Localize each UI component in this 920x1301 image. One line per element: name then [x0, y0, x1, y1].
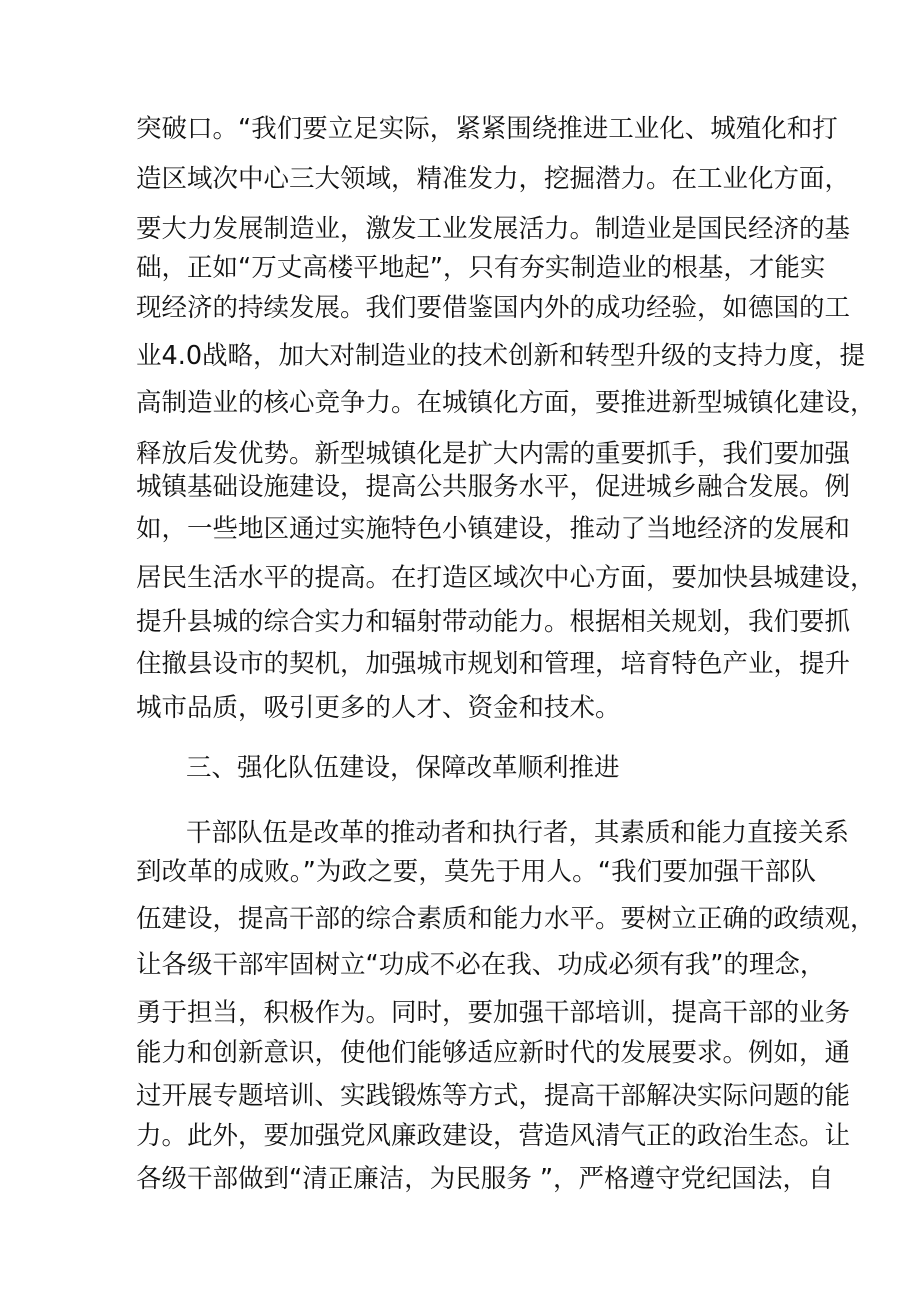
- paragraph-line: 如，一些地区通过实施特色小镇建设，推动了当地经济的发展和: [136, 514, 851, 544]
- paragraph-line: 力。此外，要加强党风廉政建设，营造风清气正的政治生态。让: [136, 1121, 851, 1151]
- paragraph-line: 提升县城的综合实力和辐射带动能力。根据相关规划，我们要抓: [136, 607, 851, 637]
- paragraph-line: 业4.0战略，加大对制造业的技术创新和转型升级的支持力度，提: [136, 341, 866, 371]
- paragraph-line: 勇于担当，积极作为。同时，要加强干部培训，提高干部的业务: [136, 998, 851, 1028]
- paragraph-line: 到改革的成败。”为政之要，莫先于用人。“我们要加强干部队: [136, 857, 816, 887]
- paragraph-line: 能力和创新意识，使他们能够适应新时代的发展要求。例如，通: [136, 1038, 851, 1068]
- paragraph-line: 居民生活水平的提高。在打造区域次中心方面，要加快县城建设，: [136, 563, 876, 593]
- paragraph-line: 过开展专题培训、实践锻炼等方式，提高干部解决实际问题的能: [136, 1081, 851, 1111]
- paragraph-line: 各级干部做到“清正廉洁，为民服务 ”，严格遵守党纪国法，自: [136, 1164, 834, 1194]
- paragraph-line: 城市品质，吸引更多的人才、资金和技术。: [136, 693, 621, 723]
- paragraph-line: 干部队伍是改革的推动者和执行者，其素质和能力直接关系: [186, 818, 850, 848]
- paragraph-line: 让各级干部牢固树立“功成不必在我、功成必须有我”的理念，: [136, 950, 826, 980]
- paragraph-line: 要大力发展制造业，激发工业发展活力。制造业是国民经济的基: [136, 214, 851, 244]
- paragraph-line: 础，正如“万丈高楼平地起”，只有夯实制造业的根基，才能实: [136, 253, 826, 283]
- paragraph-line: 高制造业的核心竞争力。在城镇化方面，要推进新型城镇化建设，: [136, 388, 876, 418]
- paragraph-line: 住撤县设市的契机，加强城市规划和管理，培育特色产业，提升: [136, 649, 851, 679]
- paragraph-line: 伍建设，提高干部的综合素质和能力水平。要树立正确的政绩观，: [136, 904, 876, 934]
- paragraph-line: 突破口。“我们要立足实际，紧紧围绕推进工业化、城殖化和打: [136, 114, 838, 144]
- paragraph-line: 现经济的持续发展。我们要借鉴国内外的成功经验，如德国的工: [136, 293, 851, 323]
- paragraph-line: 释放后发优势。新型城镇化是扩大内需的重要抓手，我们要加强: [136, 439, 851, 469]
- section-heading: 三、强化队伍建设，保障改革顺利推进: [186, 753, 620, 783]
- paragraph-line: 城镇基础设施建设，提高公共服务水平，促进城乡融合发展。例: [136, 472, 851, 502]
- paragraph-line: 造区域次中心三大领域，精准发力，挖掘潜力。在工业化方面，: [136, 164, 851, 194]
